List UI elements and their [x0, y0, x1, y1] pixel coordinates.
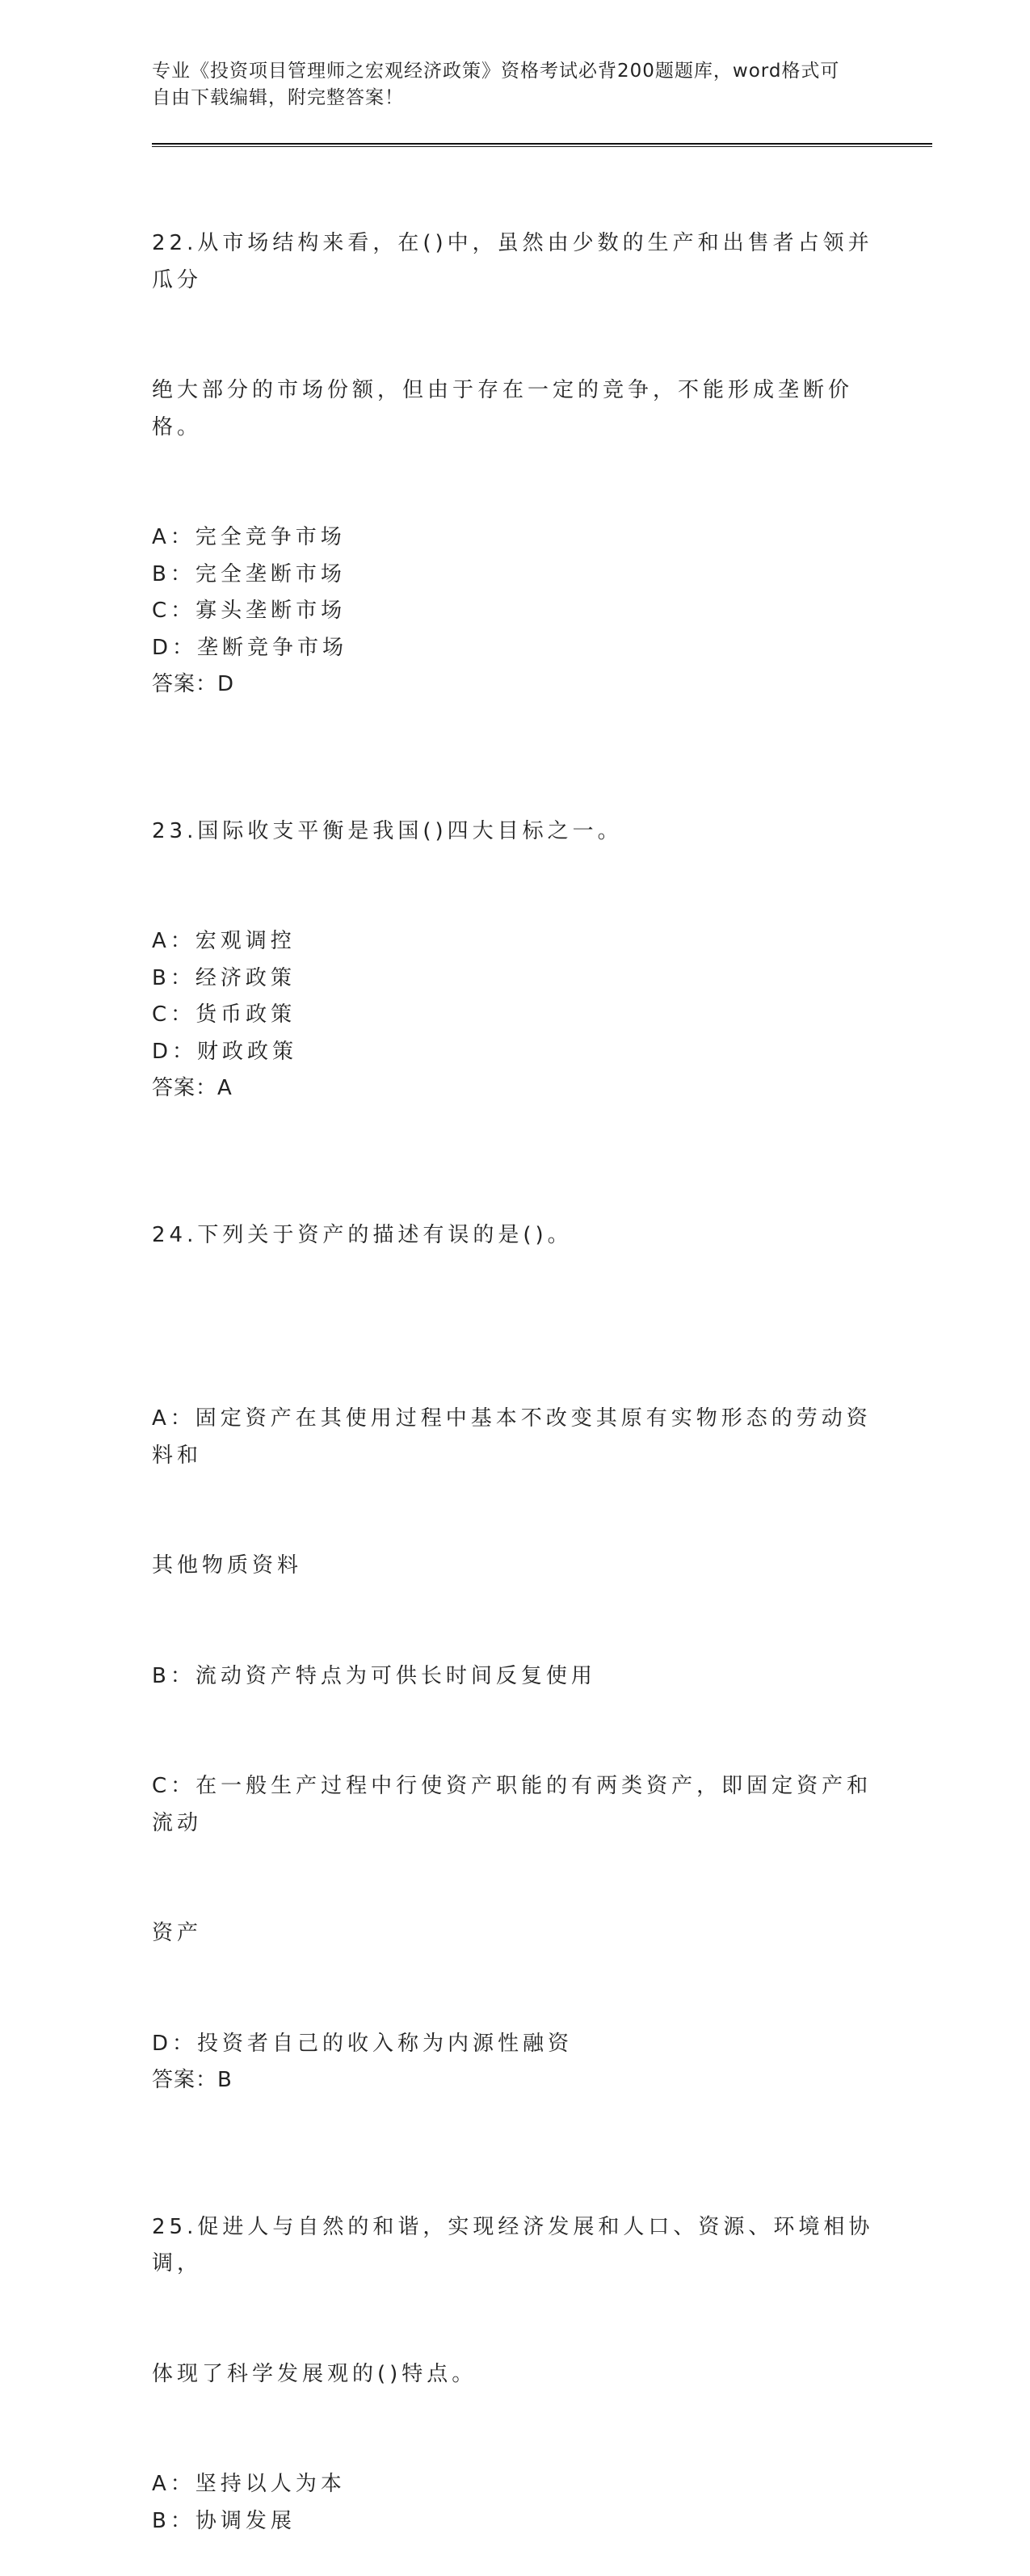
question-24: [152, 1144, 879, 2099]
option-line: D：财政政策: [152, 1039, 298, 1064]
option-a: [152, 2466, 879, 2503]
option-d: [152, 1034, 879, 1071]
question-stem: [152, 740, 879, 924]
question-stem: [152, 152, 879, 519]
option-line: D：垄断竞争市场: [152, 635, 348, 660]
option-line: 其他物质资料: [152, 1553, 303, 1578]
option-b: [152, 1658, 879, 1696]
option-line: A：完全竞争市场: [152, 525, 346, 549]
answer-line: 答案：B: [152, 2068, 233, 2092]
option-line: C：货币政策: [152, 1002, 296, 1027]
stem-line: 体现了科学发展观的()特点。: [152, 2361, 477, 2386]
option-a: [152, 519, 879, 557]
option-line: B：经济政策: [152, 965, 296, 990]
option-line: D：投资者自己的收入称为内源性融资: [152, 2031, 574, 2056]
answer-line: 答案：A: [152, 1076, 233, 1100]
option-line: A：固定资产在其使用过程中基本不改变其原有实物形态的劳动资料和: [152, 1406, 872, 1468]
option-b: [152, 960, 879, 998]
question-23: [152, 740, 879, 1107]
header-divider: [152, 143, 932, 147]
option-c: [152, 1695, 879, 2026]
stem-line: 绝大部分的市场份额，但由于存在一定的竞争，不能形成垄断价格。: [152, 378, 854, 439]
option-d: [152, 2026, 879, 2063]
question-list: [152, 152, 879, 2576]
option-b: [152, 2503, 879, 2540]
answer-line: 答案：D: [152, 672, 235, 696]
option-line: C：寡头垄断市场: [152, 599, 347, 623]
option-c: [152, 593, 879, 630]
stem-line: 25.促进人与自然的和谐，实现经济发展和人口、资源、环境相协调，: [152, 2214, 874, 2276]
stem-line: 23.国际收支平衡是我国()四大目标之一。: [152, 818, 623, 843]
option-line: C：在一般生产过程中行使资产职能的有两类资产，即固定资产和流动: [152, 1774, 872, 1835]
option-line: A：坚持以人为本: [152, 2472, 346, 2496]
option-line: A：宏观调控: [152, 929, 296, 953]
option-a: [152, 1327, 879, 1658]
option-d: [152, 630, 879, 667]
question-stem: [152, 2136, 879, 2467]
option-b: [152, 557, 879, 594]
question-22: [152, 152, 879, 704]
document-header: [152, 58, 863, 111]
option-c: [152, 997, 879, 1034]
question-25: [152, 2136, 879, 2540]
option-line: 资产: [152, 1921, 203, 1945]
stem-line: 24.下列关于资产的描述有误的是()。: [152, 1222, 573, 1247]
header-line-2: 自由下载编辑，附完整答案！: [152, 87, 404, 108]
option-a: [152, 923, 879, 960]
stem-line: 22.从市场结构来看，在()中，虽然由少数的生产和出售者占领并瓜分: [152, 231, 873, 292]
header-line-1: 专业《投资项目管理师之宏观经济政策》资格考试必背200题题库，word格式可: [152, 61, 840, 82]
option-line: B：完全垄断市场: [152, 561, 346, 586]
option-line: B：协调发展: [152, 2508, 296, 2533]
option-line: B：流动资产特点为可供长时间反复使用: [152, 1663, 596, 1688]
question-stem: [152, 1144, 879, 1328]
